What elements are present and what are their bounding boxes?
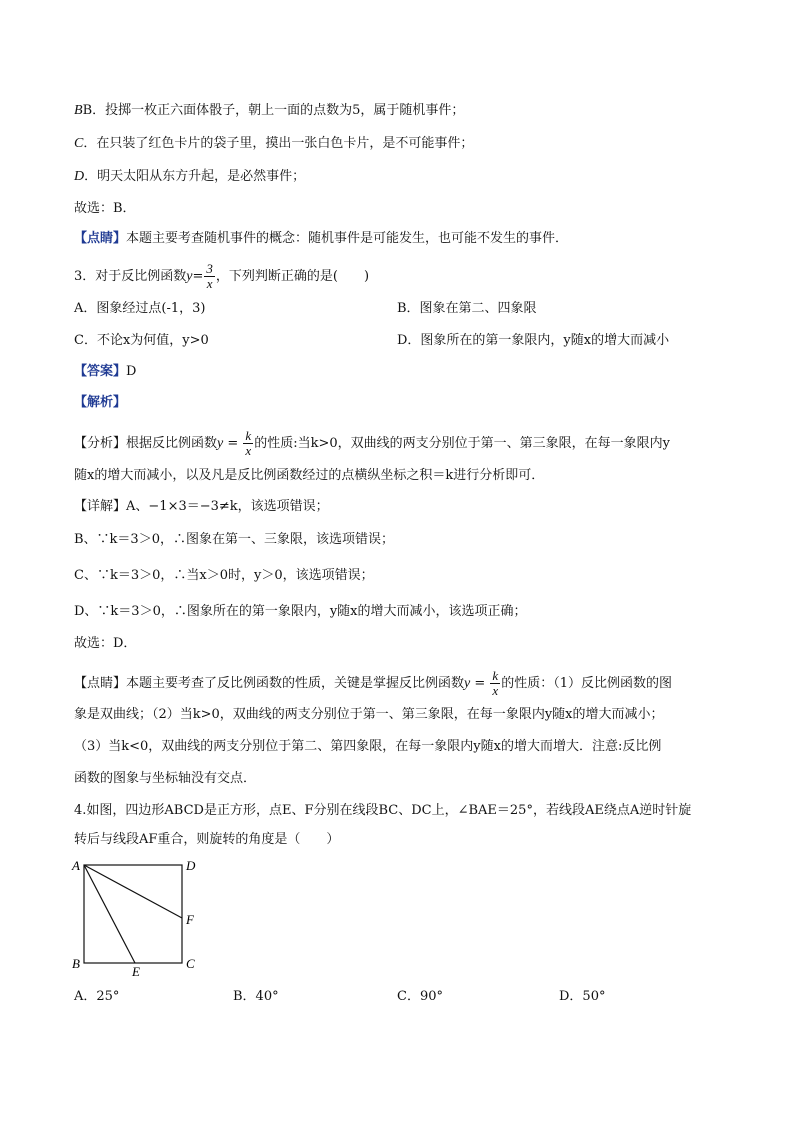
analysis-line [74,393,126,413]
choose-line [74,634,136,654]
text-line [74,167,305,187]
segment-ae [84,865,135,963]
dianjing-line-3 [74,737,661,757]
fraction [243,429,253,458]
var-y: y [186,269,193,284]
fenxi-line-2 [74,466,544,486]
question-4-stem-1 [74,801,691,821]
dianjing-line-4 [74,769,256,789]
question-3-stem [74,262,369,291]
segment-af [84,865,182,918]
text: 转后与线段AF重合，则旋转的角度是（ ） [74,832,340,847]
text: （3）当k<0，双曲线的两支分别位于第二、第四象限，在每一象限内y随x的增大而增大．注意:反比例 [74,739,662,754]
text: 故选：B． [74,201,136,216]
tag-answer: 【答案】 [74,364,127,379]
option-letter: B [74,103,83,118]
option-letter: D [74,169,85,184]
label-c: C [186,956,195,971]
dianjing-line-2 [74,705,664,725]
label-e: E [132,964,140,978]
q4-option-a: A．25° [74,989,120,1004]
text: 本题主要考查了反比例函数的性质，关键是掌握反比例函数 [126,676,465,691]
text-line [74,229,568,249]
option-b: B．图象在第二、四象限 [397,301,537,316]
tag-dianjing: 【点睛】 [74,231,127,246]
text: D、∵k＝3＞0，∴图象所在的第一象限内，y随x的增大而减小，该选项正确； [74,604,527,619]
dianjing-line-1: 【点睛】本题主要考查了反比例函数的性质，关键是掌握反比例函数y = $\frac{k}{x}$ 的性质：（1）反比例函数的图 [74,668,672,698]
text: 函数的图象与坐标轴没有交点． [74,771,257,786]
text: 3．对于反比例函数 [74,269,187,284]
eq-sign: = [192,269,204,284]
text: 的性质:当k>0，双曲线的两支分别位于第一、第三象限，在每一象限内y [254,436,670,451]
numerator: k [492,668,499,683]
text: ，下列判断正确的是( ) [215,269,370,284]
option-a: A．图象经过点(-1，3) [74,301,206,316]
detail-line-b [74,530,394,550]
fraction [204,262,215,291]
option-d: D．图象所在的第一象限内，y随x的增大而减小 [397,333,670,348]
option-c: C．不论x为何值，y>0 [74,333,209,348]
text-line [74,134,473,154]
label-a: A [72,858,80,873]
square-abcd [84,865,182,963]
text: 本题主要考查随机事件的概念：随机事件是可能发生，也可能不发生的事件． [126,231,569,246]
text: B．投掷一枚正六面体骰子，朝上一面的点数为5，属于随机事件； [82,103,465,118]
fenxi-line-1: 【分析】根据反比例函数y = $\frac{k}{x}$ 的性质:当k>0，双曲线的两支分别位于第一、第三象限，在每一象限内y [74,428,670,458]
text: 4.如图，四边形ABCD是正方形，点E、F分别在线段BC、DC上，∠BAE＝25°，若线段AE绕点A逆时针旋 [74,803,692,818]
denominator: x [492,683,499,698]
text: 的性质：（1）反比例函数的图 [501,676,672,691]
square-figure [68,856,208,982]
q4-option-b: B．40° [233,989,279,1004]
detail-line-a [74,497,329,517]
text: ．在只装了红色卡片的袋子里，摸出一张白色卡片，是不可能事件； [83,136,474,151]
text: ．明天太阳从东方升起，是必然事件； [84,169,306,184]
q4-option-d: D．50° [559,989,606,1004]
detail-line-c [74,566,374,586]
denominator: x [245,443,252,458]
tag-fenxi: 【分析】 [74,436,127,451]
text: C、∵k＝3＞0，∴当x＞0时，y＞0，该选项错误； [74,568,374,583]
numerator: 3 [206,261,213,276]
text-line [74,199,136,219]
text: B、∵k＝3＞0，∴图象在第一、三象限，该选项错误； [74,532,394,547]
text-line [74,101,464,121]
tag-dianjing: 【点睛】 [74,676,127,691]
var-y: y [464,676,471,691]
text: 象是双曲线；（2）当k>0，双曲线的两支分别位于第一、第三象限，在每一象限内y随x的增大而减小； [74,707,664,722]
option-letter: C [74,136,84,151]
tag-detail: 【详解】 [74,499,127,514]
text: 故选：D． [74,636,137,651]
numerator: k [245,428,252,443]
question-4-stem-2 [74,830,339,850]
text: 随x的增大而减小，以及凡是反比例函数经过的点横纵坐标之积＝k进行分析即可． [74,468,545,483]
fraction [490,669,500,698]
text: A、−1×3＝−3≠k，该选项错误； [126,499,329,514]
label-d: D [186,858,196,873]
square-diagram [68,856,208,978]
answer-line [74,362,136,382]
q4-option-c: C．90° [397,989,443,1004]
detail-line-d [74,602,527,622]
label-b: B [72,956,80,971]
answer: D [126,364,137,379]
tag-analysis: 【解析】 [74,395,127,410]
label-f: F [186,912,194,927]
denominator: x [206,276,213,291]
text: 根据反比例函数 [126,436,218,451]
var-y: y [217,436,224,451]
